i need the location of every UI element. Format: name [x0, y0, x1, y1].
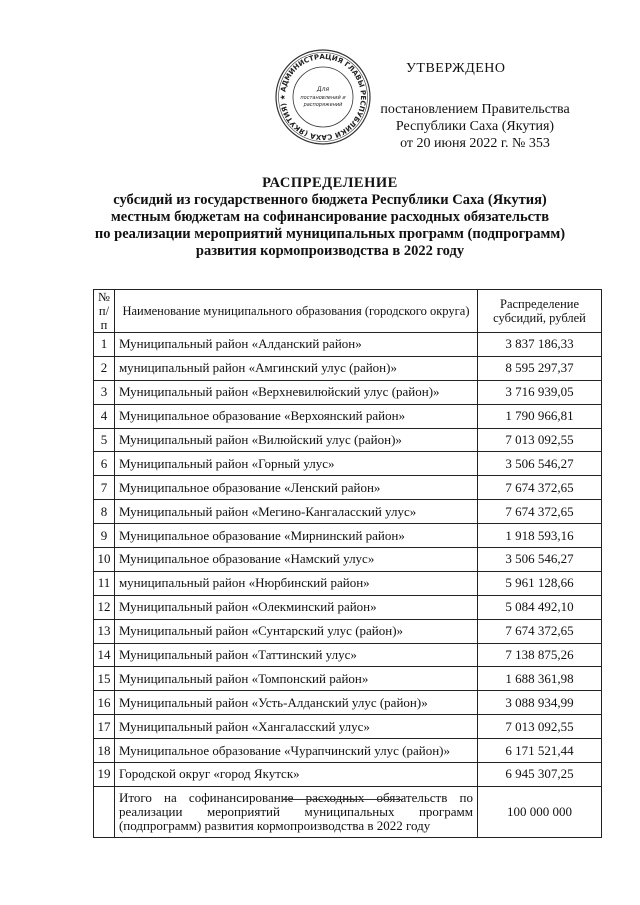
row-municipality: Муниципальный район «Горный улус»: [114, 452, 477, 476]
table-total-row: [94, 786, 602, 837]
svg-text:АДМИНИСТРАЦИЯ ГЛАВЫ РЕСПУБЛИКИ: АДМИНИСТРАЦИЯ ГЛАВЫ РЕСПУБЛИКИ САХА (ЯКУТИЯ) ★: [278, 52, 368, 142]
row-municipality: Муниципальный район «Таттинский улус»: [114, 643, 477, 667]
table-row: [94, 500, 602, 524]
seal-center-2: постановлений и: [300, 95, 346, 101]
row-number: 9: [94, 524, 115, 548]
table-row: [94, 380, 602, 404]
row-municipality: муниципальный район «Нюрбинский район»: [114, 571, 477, 595]
row-municipality: Муниципальный район «Верхневилюйский улус (район)»: [114, 380, 477, 404]
title-line-0: РАСПРЕДЕЛЕНИЕ: [262, 175, 398, 191]
row-municipality: Муниципальный район «Мегино-Кангаласский улус»: [114, 500, 477, 524]
title-line-1: субсидий из государственного бюджета Республики Саха (Якутия): [113, 192, 547, 208]
row-number: 18: [94, 739, 115, 763]
table-row: [94, 548, 602, 572]
row-amount: 6 945 307,25: [478, 763, 602, 787]
row-amount: 7 013 092,55: [478, 715, 602, 739]
row-number: 8: [94, 500, 115, 524]
row-number: 14: [94, 643, 115, 667]
footer-divider: [283, 799, 403, 800]
table-row: [94, 524, 602, 548]
table-row: [94, 452, 602, 476]
row-number: 19: [94, 763, 115, 787]
row-municipality: Муниципальное образование «Намский улус»: [114, 548, 477, 572]
row-number: 6: [94, 452, 115, 476]
approval-line-3: от 20 июня 2022 г. № 353: [400, 136, 550, 151]
total-amount: 100 000 000: [478, 786, 602, 837]
row-number: 1: [94, 333, 115, 357]
approval-line-1: постановлением Правительства: [380, 102, 570, 117]
approval-block: [360, 60, 590, 152]
row-amount: 7 674 372,65: [478, 619, 602, 643]
row-amount: 1 688 361,98: [478, 667, 602, 691]
table-row: [94, 571, 602, 595]
row-amount: 6 171 521,44: [478, 739, 602, 763]
document-title: [60, 175, 600, 260]
row-municipality: Муниципальный район «Олекминский район»: [114, 595, 477, 619]
header-num: № п/п: [94, 290, 115, 333]
table-row: [94, 643, 602, 667]
table-row: [94, 691, 602, 715]
approval-heading: УТВЕРЖДЕНО: [406, 61, 506, 76]
distribution-table: [93, 289, 602, 838]
table-row: [94, 619, 602, 643]
table-row: [94, 333, 602, 357]
table-row: [94, 715, 602, 739]
row-amount: 7 674 372,65: [478, 476, 602, 500]
row-municipality: Муниципальное образование «Ленский район»: [114, 476, 477, 500]
row-number: 2: [94, 356, 115, 380]
row-number: 17: [94, 715, 115, 739]
row-amount: 3 506 546,27: [478, 452, 602, 476]
row-amount: 3 506 546,27: [478, 548, 602, 572]
row-number: 7: [94, 476, 115, 500]
row-number: 16: [94, 691, 115, 715]
row-amount: 3 088 934,99: [478, 691, 602, 715]
row-municipality: Муниципальный район «Томпонский район»: [114, 667, 477, 691]
row-amount: 5 961 128,66: [478, 571, 602, 595]
seal-center-1: Для: [316, 86, 330, 93]
approval-line-2: Республики Саха (Якутия): [395, 119, 555, 134]
row-amount: 1 918 593,16: [478, 524, 602, 548]
row-municipality: Муниципальный район «Алданский район»: [114, 333, 477, 357]
row-number: 11: [94, 571, 115, 595]
table-row: [94, 763, 602, 787]
row-municipality: Муниципальный район «Хангаласский улус»: [114, 715, 477, 739]
title-line-4: развития кормопроизводства в 2022 году: [195, 243, 465, 259]
table-row: [94, 667, 602, 691]
table-row: [94, 404, 602, 428]
row-amount: 1 790 966,81: [478, 404, 602, 428]
row-amount: 5 084 492,10: [478, 595, 602, 619]
table-header-row: [94, 290, 602, 333]
row-amount: 7 013 092,55: [478, 428, 602, 452]
title-line-2: местным бюджетам на софинансирование расходных обязательств: [110, 209, 550, 225]
row-municipality: Муниципальное образование «Верхоянский район»: [114, 404, 477, 428]
official-seal-stamp: [273, 47, 373, 147]
row-amount: 3 837 186,33: [478, 333, 602, 357]
row-number: 3: [94, 380, 115, 404]
row-amount: 7 674 372,65: [478, 500, 602, 524]
row-number: 4: [94, 404, 115, 428]
row-municipality: Городской округ «город Якутск»: [114, 763, 477, 787]
row-municipality: Муниципальный район «Сунтарский улус (район)»: [114, 619, 477, 643]
table-row: [94, 595, 602, 619]
row-municipality: Муниципальный район «Вилюйский улус (район)»: [114, 428, 477, 452]
table-row: [94, 476, 602, 500]
row-municipality: Муниципальное образование «Мирнинский район»: [114, 524, 477, 548]
row-amount: 7 138 875,26: [478, 643, 602, 667]
row-amount: 8 595 297,37: [478, 356, 602, 380]
row-number: 15: [94, 667, 115, 691]
total-label: Итого на софинансирование расходных обязательств по реализации мероприятий муниципальных программ (подпрограмм) развития кормопроизводства в 2022 году: [114, 786, 477, 837]
seal-center-3: распоряжений: [303, 102, 343, 108]
row-amount: 3 716 939,05: [478, 380, 602, 404]
table-row: [94, 428, 602, 452]
row-municipality: муниципальный район «Амгинский улус (район)»: [114, 356, 477, 380]
row-number: 12: [94, 595, 115, 619]
table-row: [94, 739, 602, 763]
row-number: 5: [94, 428, 115, 452]
table-row: [94, 356, 602, 380]
row-number: 10: [94, 548, 115, 572]
header-amount: Распределение субсидий, рублей: [478, 290, 602, 333]
row-number: 13: [94, 619, 115, 643]
title-line-3: по реализации мероприятий муниципальных программ (подпрограмм): [94, 226, 566, 242]
total-number-empty: [94, 786, 115, 837]
row-municipality: Муниципальное образование «Чурапчинский улус (район)»: [114, 739, 477, 763]
header-name: Наименование муниципального образования (городского округа): [114, 290, 477, 333]
row-municipality: Муниципальный район «Усть-Алданский улус (район)»: [114, 691, 477, 715]
